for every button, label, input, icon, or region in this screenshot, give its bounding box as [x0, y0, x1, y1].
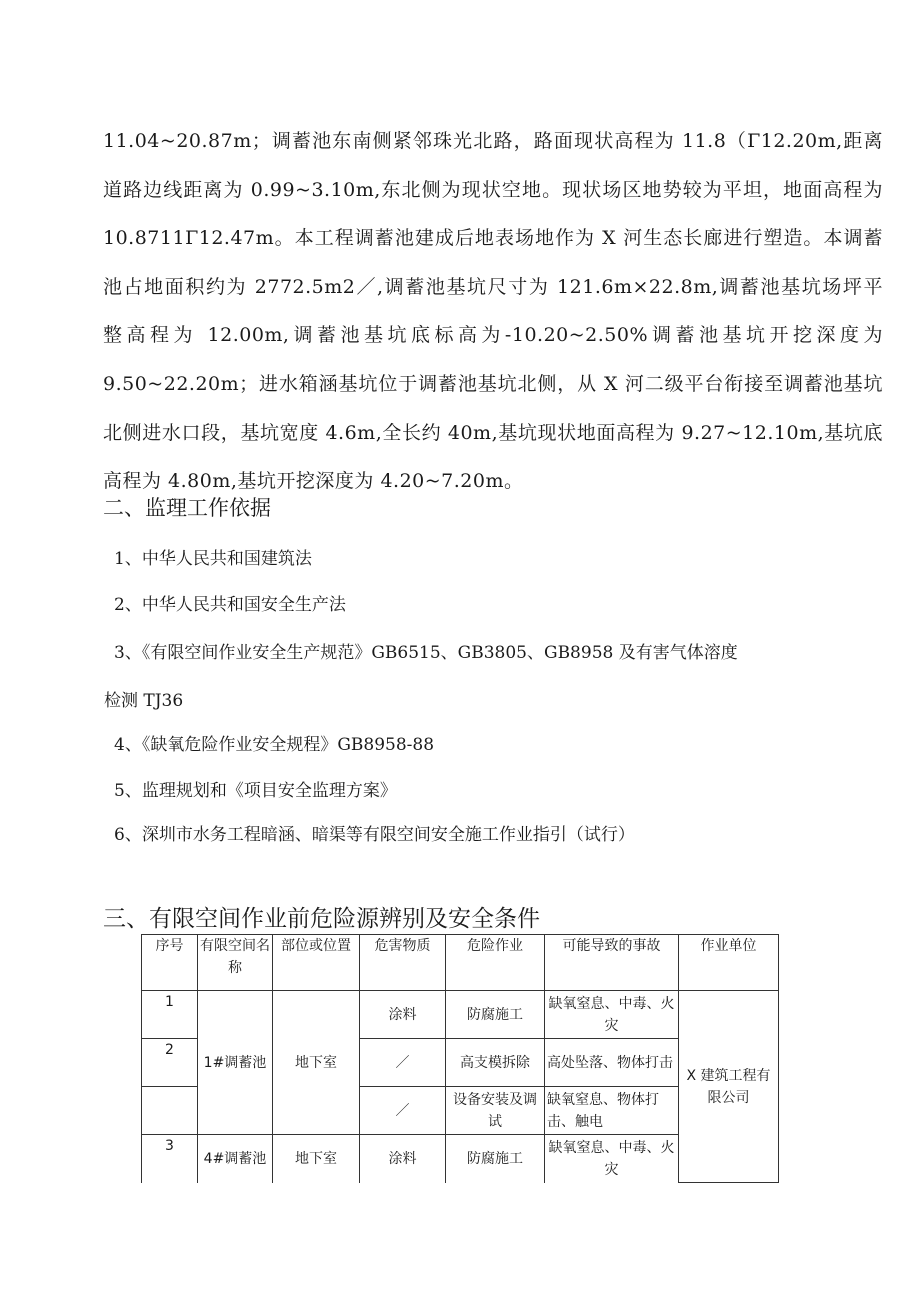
- list-item: 5、监理规划和《项目安全监理方案》: [114, 781, 397, 801]
- header-cell: 序号: [142, 935, 198, 991]
- accident-cell: 缺氧窒息、物体打击、触电: [545, 1087, 679, 1135]
- list-item: 4、《缺氧危险作业安全规程》GB8958-88: [114, 735, 435, 755]
- row-number: 1: [142, 991, 198, 1039]
- substance-cell: 涂料: [360, 1135, 446, 1183]
- table-row: [142, 991, 779, 1039]
- substance-cell: ／: [360, 1039, 446, 1087]
- list-item: 检测 TJ36: [104, 691, 184, 711]
- text-line: 高程为 4.80m,基坑开挖深度为 4.20~7.20m。: [103, 470, 524, 493]
- header-cell: 有限空间名称: [198, 935, 273, 991]
- row-number: 3: [142, 1135, 198, 1183]
- text-line: 北侧进水口段，基坑宽度 4.6m,全长约 40m,基坑现状地面高程为 9.27~12.10m,基坑底: [103, 421, 883, 444]
- list-item: 1、中华人民共和国建筑法: [114, 549, 312, 569]
- list-item: 3、《有限空间作业安全生产规范》GB6515、GB3805、GB8958 及有害气体溶度: [114, 643, 738, 663]
- accident-cell: 缺氧窒息、中毒、火灾: [545, 1135, 679, 1183]
- accident-cell: 缺氧窒息、中毒、火灾: [545, 991, 679, 1039]
- work-cell: 设备安装及调试: [446, 1087, 545, 1135]
- text-line: 池占地面积约为 2772.5m2／,调蓄池基坑尺寸为 121.6m×22.8m,调蓄池基坑场坪平: [103, 275, 883, 298]
- header-cell: 危险作业: [446, 935, 545, 991]
- header-cell: 危害物质: [360, 935, 446, 991]
- space-name-cell: 1#调蓄池: [198, 991, 273, 1135]
- section3-heading: 三、有限空间作业前危险源辨别及安全条件: [103, 906, 540, 932]
- work-cell: 高支模拆除: [446, 1039, 545, 1087]
- header-cell: 作业单位: [679, 935, 779, 991]
- header-cell: 部位或位置: [273, 935, 360, 991]
- list-item: 2、中华人民共和国安全生产法: [114, 595, 346, 615]
- table-header-row: [142, 935, 779, 991]
- space-name-cell: 4#调蓄池: [198, 1135, 273, 1183]
- work-cell: 防腐施工: [446, 991, 545, 1039]
- text-line: 道路边线距离为 0.99~3.10m,东北侧为现状空地。现状场区地势较为平坦，地面高程为: [103, 178, 883, 201]
- text-line: 11.04~20.87m；调蓄池东南侧紧邻珠光北路，路面现状高程为 11.8（Γ12.20m,距离: [103, 130, 883, 152]
- substance-cell: ／: [360, 1087, 446, 1135]
- substance-cell: 涂料: [360, 991, 446, 1039]
- list-item: 6、深圳市水务工程暗涵、暗渠等有限空间安全施工作业指引（试行）: [114, 825, 635, 845]
- work-unit-cell: X 建筑工程有限公司: [679, 991, 779, 1183]
- section2-heading: 二、监理工作依据: [103, 496, 271, 520]
- row-number: 2: [142, 1039, 198, 1087]
- text-line: 整高程为 12.00m,调蓄池基坑底标高为-10.20~2.50%调蓄池基坑开挖深度为: [103, 324, 883, 347]
- work-cell: 防腐施工: [446, 1135, 545, 1183]
- row-number: [142, 1087, 198, 1135]
- location-cell: 地下室: [273, 1135, 360, 1183]
- text-line: 10.8711Γ12.47m。本工程调蓄池建成后地表场地作为 X 河生态长廊进行塑造。本调蓄: [103, 227, 883, 250]
- project-description: [103, 117, 883, 506]
- header-cell: 可能导致的事故: [545, 935, 679, 991]
- location-cell: 地下室: [273, 991, 360, 1135]
- hazard-table: [141, 934, 779, 1183]
- text-line: 9.50~22.20m；进水箱涵基坑位于调蓄池基坑北侧，从 X 河二级平台衔接至调蓄池基坑: [103, 372, 883, 395]
- accident-cell: 高处坠落、物体打击: [545, 1039, 679, 1087]
